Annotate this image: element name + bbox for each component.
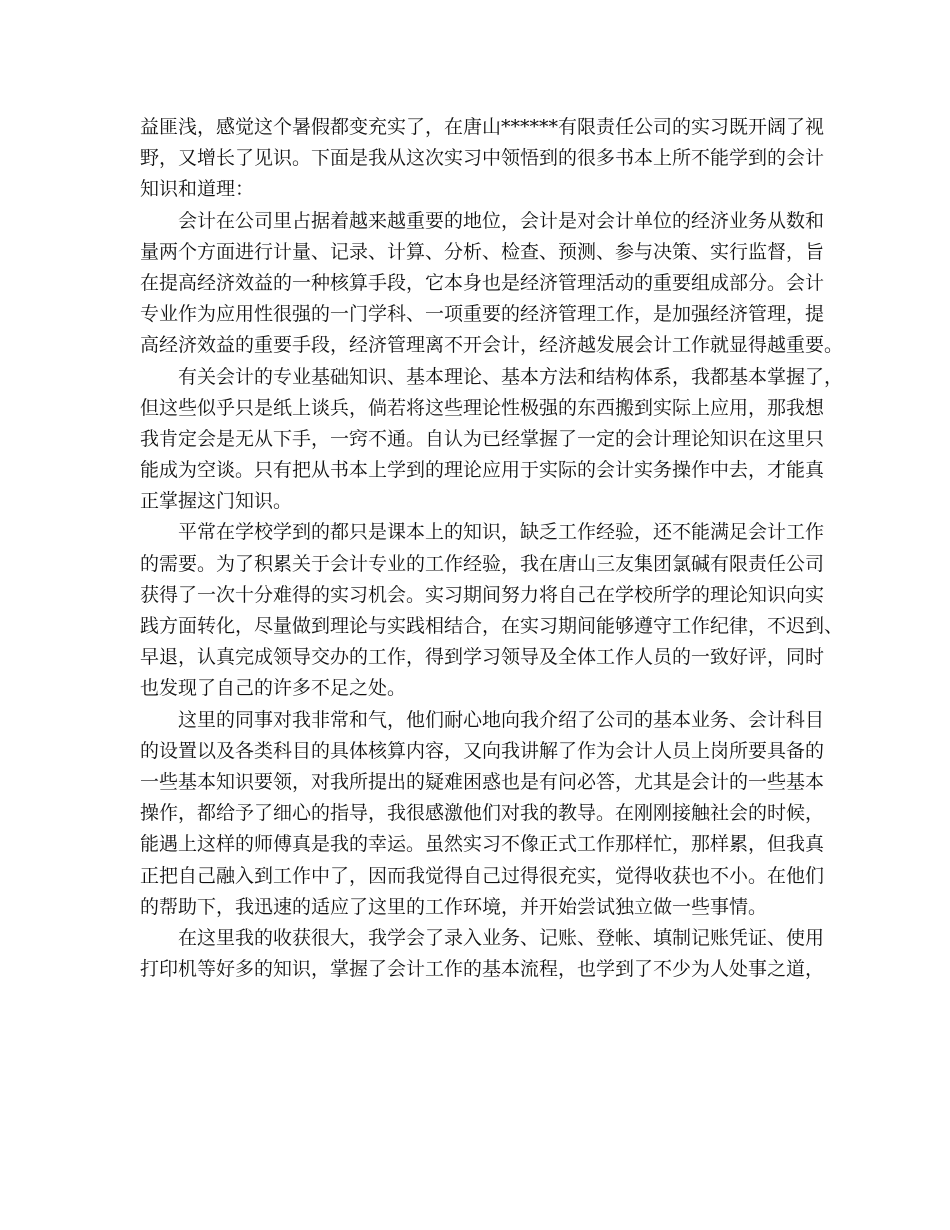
text-line: 知识和道理： xyxy=(140,178,255,201)
text-line: 也发现了自己的许多不足之处。 xyxy=(140,677,407,700)
text-line: 打印机等好多的知识，掌握了会计工作的基本流程，也学到了不少为人处事之道， xyxy=(140,958,825,981)
text-line: 的设置以及各类科目的具体核算内容，又向我讲解了作为会计人员上岗所要具备的 xyxy=(140,739,825,762)
text-line: 一些基本知识要领，对我所提出的疑难困惑也是有问必答，尤其是会计的一些基本 xyxy=(140,770,825,793)
text-line: 我肯定会是无从下手，一窍不通。自认为已经掌握了一定的会计理论知识在这里只 xyxy=(140,427,825,450)
text-line: 获得了一次十分难得的实习机会。实习期间努力将自己在学校所学的理论知识向实 xyxy=(140,583,825,606)
paragraph-first-line: 平常在学校学到的都只是课本上的知识，缺乏工作经验，还不能满足会计工作 xyxy=(178,521,825,544)
text-line: 高经济效益的重要手段，经济管理离不开会计，经济越发展会计工作就显得越重要。 xyxy=(140,334,844,357)
text-line: 正把自己融入到工作中了，因而我觉得自己过得很充实，觉得收获也不小。在他们 xyxy=(140,864,825,887)
text-line: 量两个方面进行计量、记录、计算、分析、检查、预测、参与决策、实行监督，旨 xyxy=(140,240,825,263)
paragraph-first-line: 在这里我的收获很大，我学会了录入业务、记账、登帐、填制记账凭证、使用 xyxy=(178,926,825,949)
text-line: 野，又增长了见识。下面是我从这次实习中领悟到的很多书本上所不能学到的会计 xyxy=(140,147,825,170)
text-line: 专业作为应用性很强的一门学科、一项重要的经济管理工作，是加强经济管理，提 xyxy=(140,303,825,326)
text-line: 的需要。为了积累关于会计专业的工作经验，我在唐山三友集团氯碱有限责任公司 xyxy=(140,552,825,575)
paragraph-first-line: 这里的同事对我非常和气，他们耐心地向我介绍了公司的基本业务、会计科目 xyxy=(178,708,825,731)
text-line: 但这些似乎只是纸上谈兵，倘若将这些理论性极强的东西搬到实际上应用，那我想 xyxy=(140,396,825,419)
body-text xyxy=(140,112,844,985)
text-line: 早退，认真完成领导交办的工作，得到学习领导及全体工作人员的一致好评，同时 xyxy=(140,646,825,669)
paragraph-first-line: 有关会计的专业基础知识、基本理论、基本方法和结构体系，我都基本掌握了， xyxy=(178,365,844,388)
text-line: 能成为空谈。只有把从书本上学到的理论应用于实际的会计实务操作中去，才能真 xyxy=(140,459,825,482)
text-line: 的帮助下，我迅速的适应了这里的工作环境，并开始尝试独立做一些事情。 xyxy=(140,895,768,918)
paragraph-first-line: 会计在公司里占据着越来越重要的地位，会计是对会计单位的经济业务从数和 xyxy=(178,209,825,232)
text-line: 能遇上这样的师傅真是我的幸运。虽然实习不像正式工作那样忙，那样累，但我真 xyxy=(140,833,825,856)
text-line: 践方面转化，尽量做到理论与实践相结合，在实习期间能够遵守工作纪律，不迟到、 xyxy=(140,615,844,637)
text-line: 正掌握这门知识。 xyxy=(140,490,293,513)
text-line: 操作，都给予了细心的指导，我很感激他们对我的教导。在刚刚接触社会的时候， xyxy=(140,802,825,825)
text-line: 益匪浅，感觉这个暑假都变充实了，在唐山******有限责任公司的实习既开阔了视 xyxy=(140,116,825,138)
text-line: 在提高经济效益的一种核算手段，它本身也是经济管理活动的重要组成部分。会计 xyxy=(140,271,825,294)
